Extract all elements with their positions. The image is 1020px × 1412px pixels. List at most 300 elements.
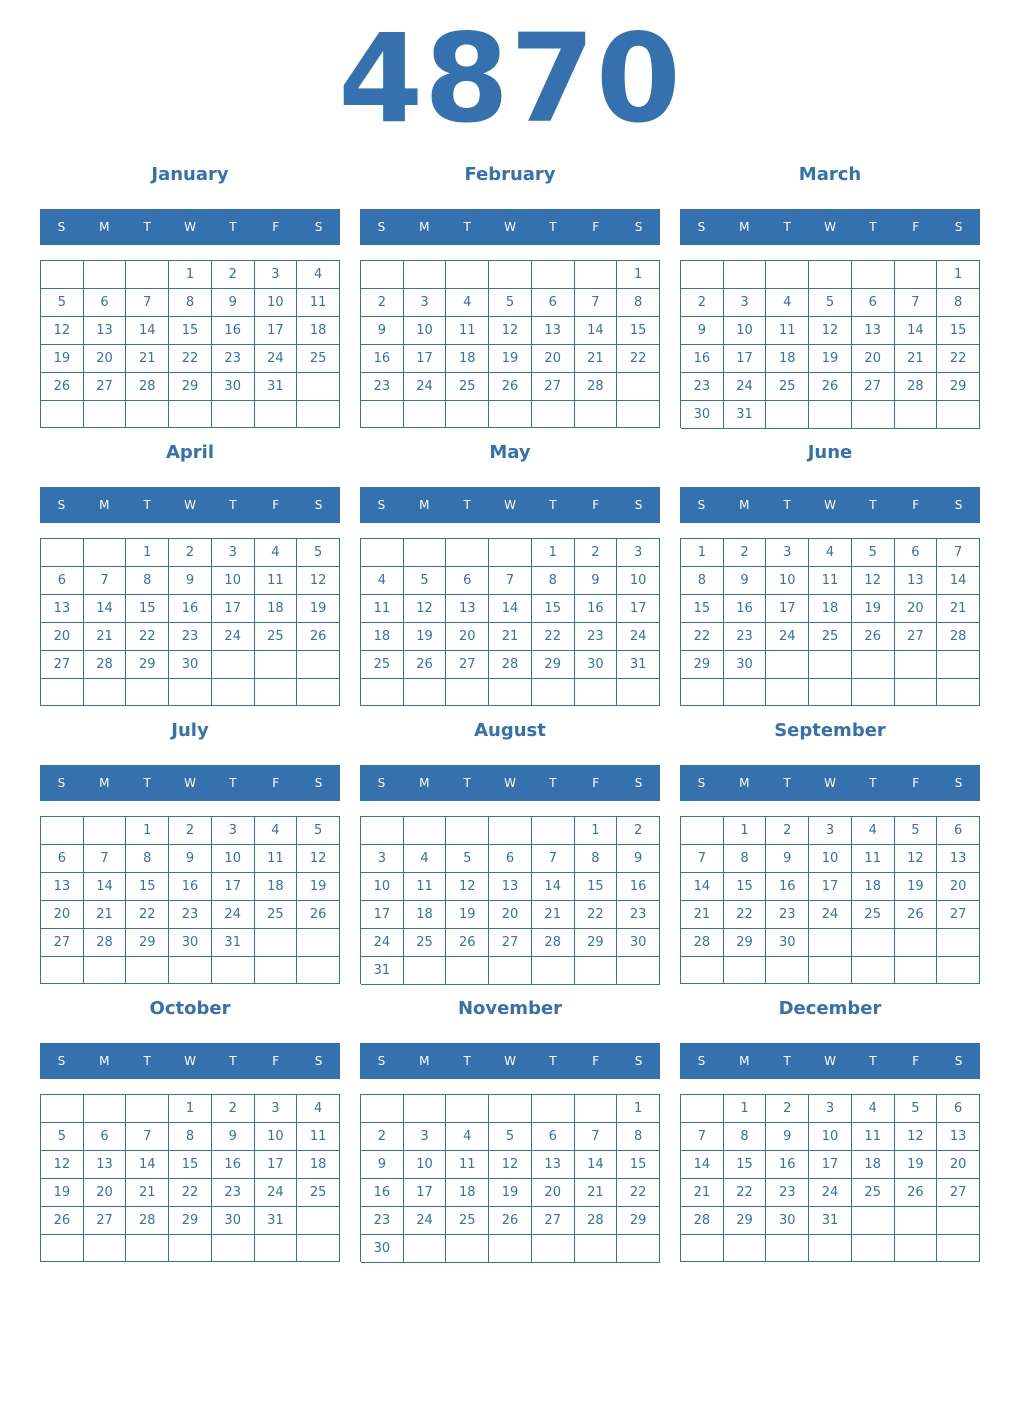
day-cell[interactable]: 27 <box>532 373 575 401</box>
day-cell[interactable]: 3 <box>255 261 298 289</box>
day-cell[interactable]: 19 <box>297 873 340 901</box>
day-cell[interactable]: 17 <box>404 345 447 373</box>
day-cell[interactable]: 1 <box>724 1095 767 1123</box>
day-cell[interactable]: 1 <box>169 261 212 289</box>
day-cell[interactable]: 20 <box>489 901 532 929</box>
day-cell[interactable]: 17 <box>212 873 255 901</box>
day-cell[interactable]: 25 <box>404 929 447 957</box>
day-cell[interactable]: 27 <box>852 373 895 401</box>
day-cell[interactable]: 11 <box>852 845 895 873</box>
day-cell[interactable]: 16 <box>575 595 618 623</box>
day-cell[interactable]: 29 <box>575 929 618 957</box>
day-cell[interactable]: 6 <box>895 539 938 567</box>
day-cell[interactable]: 13 <box>84 317 127 345</box>
day-cell[interactable]: 27 <box>84 373 127 401</box>
day-cell[interactable]: 27 <box>489 929 532 957</box>
day-cell[interactable]: 18 <box>361 623 404 651</box>
day-cell[interactable]: 27 <box>532 1207 575 1235</box>
day-cell[interactable]: 22 <box>617 345 660 373</box>
day-cell[interactable]: 14 <box>126 317 169 345</box>
day-cell[interactable]: 12 <box>404 595 447 623</box>
day-cell[interactable]: 14 <box>681 873 724 901</box>
day-cell[interactable]: 9 <box>766 1123 809 1151</box>
day-cell[interactable]: 3 <box>766 539 809 567</box>
day-cell[interactable]: 11 <box>404 873 447 901</box>
day-cell[interactable]: 18 <box>297 317 340 345</box>
day-cell[interactable]: 1 <box>575 817 618 845</box>
day-cell[interactable]: 5 <box>895 1095 938 1123</box>
day-cell[interactable]: 14 <box>126 1151 169 1179</box>
day-cell[interactable]: 14 <box>532 873 575 901</box>
day-cell[interactable]: 11 <box>446 1151 489 1179</box>
day-cell[interactable]: 15 <box>617 1151 660 1179</box>
day-cell[interactable]: 19 <box>41 345 84 373</box>
day-cell[interactable]: 5 <box>404 567 447 595</box>
day-cell[interactable]: 16 <box>212 317 255 345</box>
day-cell[interactable]: 9 <box>212 1123 255 1151</box>
day-cell[interactable]: 28 <box>895 373 938 401</box>
day-cell[interactable]: 7 <box>126 1123 169 1151</box>
day-cell[interactable]: 26 <box>489 1207 532 1235</box>
day-cell[interactable]: 31 <box>617 651 660 679</box>
day-cell[interactable]: 30 <box>681 401 724 429</box>
day-cell[interactable]: 30 <box>212 1207 255 1235</box>
day-cell[interactable]: 26 <box>404 651 447 679</box>
day-cell[interactable]: 13 <box>532 317 575 345</box>
day-cell[interactable]: 7 <box>575 289 618 317</box>
day-cell[interactable]: 21 <box>681 901 724 929</box>
day-cell[interactable]: 13 <box>532 1151 575 1179</box>
day-cell[interactable]: 29 <box>724 1207 767 1235</box>
day-cell[interactable]: 28 <box>575 1207 618 1235</box>
day-cell[interactable]: 8 <box>724 1123 767 1151</box>
day-cell[interactable]: 7 <box>126 289 169 317</box>
day-cell[interactable]: 2 <box>361 289 404 317</box>
day-cell[interactable]: 22 <box>126 623 169 651</box>
day-cell[interactable]: 24 <box>766 623 809 651</box>
day-cell[interactable]: 30 <box>169 651 212 679</box>
day-cell[interactable]: 27 <box>41 651 84 679</box>
day-cell[interactable]: 29 <box>126 929 169 957</box>
day-cell[interactable]: 4 <box>852 817 895 845</box>
day-cell[interactable]: 6 <box>84 289 127 317</box>
day-cell[interactable]: 16 <box>724 595 767 623</box>
day-cell[interactable]: 20 <box>84 345 127 373</box>
day-cell[interactable]: 19 <box>895 873 938 901</box>
day-cell[interactable]: 12 <box>297 845 340 873</box>
day-cell[interactable]: 1 <box>724 817 767 845</box>
day-cell[interactable]: 20 <box>84 1179 127 1207</box>
day-cell[interactable]: 7 <box>489 567 532 595</box>
day-cell[interactable]: 2 <box>169 539 212 567</box>
day-cell[interactable]: 23 <box>766 901 809 929</box>
day-cell[interactable]: 18 <box>255 595 298 623</box>
day-cell[interactable]: 21 <box>84 623 127 651</box>
day-cell[interactable]: 15 <box>126 873 169 901</box>
day-cell[interactable]: 28 <box>681 929 724 957</box>
day-cell[interactable]: 23 <box>212 1179 255 1207</box>
day-cell[interactable]: 24 <box>212 623 255 651</box>
day-cell[interactable]: 1 <box>617 261 660 289</box>
day-cell[interactable]: 9 <box>617 845 660 873</box>
day-cell[interactable]: 5 <box>489 1123 532 1151</box>
day-cell[interactable]: 4 <box>255 817 298 845</box>
day-cell[interactable]: 2 <box>724 539 767 567</box>
day-cell[interactable]: 2 <box>766 817 809 845</box>
day-cell[interactable]: 1 <box>532 539 575 567</box>
day-cell[interactable]: 22 <box>532 623 575 651</box>
day-cell[interactable]: 15 <box>937 317 980 345</box>
day-cell[interactable]: 16 <box>681 345 724 373</box>
day-cell[interactable]: 28 <box>532 929 575 957</box>
day-cell[interactable]: 10 <box>766 567 809 595</box>
day-cell[interactable]: 31 <box>255 1207 298 1235</box>
day-cell[interactable]: 27 <box>41 929 84 957</box>
day-cell[interactable]: 29 <box>724 929 767 957</box>
day-cell[interactable]: 14 <box>575 317 618 345</box>
day-cell[interactable]: 2 <box>766 1095 809 1123</box>
day-cell[interactable]: 14 <box>489 595 532 623</box>
day-cell[interactable]: 7 <box>895 289 938 317</box>
day-cell[interactable]: 28 <box>937 623 980 651</box>
day-cell[interactable]: 17 <box>212 595 255 623</box>
day-cell[interactable]: 1 <box>681 539 724 567</box>
day-cell[interactable]: 23 <box>724 623 767 651</box>
day-cell[interactable]: 24 <box>255 1179 298 1207</box>
day-cell[interactable]: 7 <box>84 845 127 873</box>
day-cell[interactable]: 25 <box>766 373 809 401</box>
day-cell[interactable]: 31 <box>361 957 404 985</box>
day-cell[interactable]: 21 <box>126 345 169 373</box>
day-cell[interactable]: 18 <box>852 873 895 901</box>
day-cell[interactable]: 5 <box>41 289 84 317</box>
day-cell[interactable]: 21 <box>895 345 938 373</box>
day-cell[interactable]: 28 <box>84 929 127 957</box>
day-cell[interactable]: 12 <box>809 317 852 345</box>
day-cell[interactable]: 26 <box>895 1179 938 1207</box>
day-cell[interactable]: 23 <box>617 901 660 929</box>
day-cell[interactable]: 15 <box>617 317 660 345</box>
day-cell[interactable]: 22 <box>169 345 212 373</box>
day-cell[interactable]: 25 <box>255 623 298 651</box>
day-cell[interactable]: 6 <box>41 567 84 595</box>
day-cell[interactable]: 7 <box>681 1123 724 1151</box>
day-cell[interactable]: 8 <box>937 289 980 317</box>
day-cell[interactable]: 20 <box>937 1151 980 1179</box>
day-cell[interactable]: 11 <box>297 289 340 317</box>
day-cell[interactable]: 7 <box>937 539 980 567</box>
day-cell[interactable]: 11 <box>297 1123 340 1151</box>
day-cell[interactable]: 27 <box>84 1207 127 1235</box>
day-cell[interactable]: 5 <box>41 1123 84 1151</box>
day-cell[interactable]: 4 <box>766 289 809 317</box>
day-cell[interactable]: 30 <box>766 929 809 957</box>
day-cell[interactable]: 4 <box>297 1095 340 1123</box>
day-cell[interactable]: 21 <box>126 1179 169 1207</box>
day-cell[interactable]: 12 <box>895 845 938 873</box>
day-cell[interactable]: 13 <box>937 1123 980 1151</box>
day-cell[interactable]: 8 <box>126 567 169 595</box>
day-cell[interactable]: 2 <box>681 289 724 317</box>
day-cell[interactable]: 20 <box>41 901 84 929</box>
day-cell[interactable]: 1 <box>169 1095 212 1123</box>
day-cell[interactable]: 9 <box>361 1151 404 1179</box>
day-cell[interactable]: 14 <box>575 1151 618 1179</box>
day-cell[interactable]: 18 <box>766 345 809 373</box>
day-cell[interactable]: 21 <box>681 1179 724 1207</box>
day-cell[interactable]: 26 <box>41 373 84 401</box>
day-cell[interactable]: 25 <box>297 345 340 373</box>
day-cell[interactable]: 28 <box>126 373 169 401</box>
day-cell[interactable]: 15 <box>724 1151 767 1179</box>
day-cell[interactable]: 10 <box>809 1123 852 1151</box>
day-cell[interactable]: 28 <box>489 651 532 679</box>
day-cell[interactable]: 25 <box>446 373 489 401</box>
day-cell[interactable]: 21 <box>489 623 532 651</box>
day-cell[interactable]: 3 <box>617 539 660 567</box>
day-cell[interactable]: 23 <box>766 1179 809 1207</box>
day-cell[interactable]: 8 <box>617 289 660 317</box>
day-cell[interactable]: 15 <box>681 595 724 623</box>
day-cell[interactable]: 3 <box>809 817 852 845</box>
day-cell[interactable]: 20 <box>41 623 84 651</box>
day-cell[interactable]: 16 <box>169 595 212 623</box>
day-cell[interactable]: 24 <box>404 373 447 401</box>
day-cell[interactable]: 15 <box>575 873 618 901</box>
day-cell[interactable]: 3 <box>361 845 404 873</box>
day-cell[interactable]: 6 <box>41 845 84 873</box>
day-cell[interactable]: 23 <box>169 623 212 651</box>
day-cell[interactable]: 6 <box>937 817 980 845</box>
day-cell[interactable]: 10 <box>617 567 660 595</box>
day-cell[interactable]: 7 <box>532 845 575 873</box>
day-cell[interactable]: 3 <box>404 289 447 317</box>
day-cell[interactable]: 23 <box>361 1207 404 1235</box>
day-cell[interactable]: 19 <box>41 1179 84 1207</box>
day-cell[interactable]: 21 <box>532 901 575 929</box>
day-cell[interactable]: 11 <box>766 317 809 345</box>
day-cell[interactable]: 5 <box>852 539 895 567</box>
day-cell[interactable]: 25 <box>255 901 298 929</box>
day-cell[interactable]: 10 <box>404 317 447 345</box>
day-cell[interactable]: 22 <box>617 1179 660 1207</box>
day-cell[interactable]: 16 <box>766 1151 809 1179</box>
day-cell[interactable]: 16 <box>169 873 212 901</box>
day-cell[interactable]: 15 <box>169 1151 212 1179</box>
day-cell[interactable]: 10 <box>212 845 255 873</box>
day-cell[interactable]: 12 <box>895 1123 938 1151</box>
day-cell[interactable]: 18 <box>297 1151 340 1179</box>
day-cell[interactable]: 29 <box>169 1207 212 1235</box>
day-cell[interactable]: 12 <box>41 317 84 345</box>
day-cell[interactable]: 3 <box>255 1095 298 1123</box>
day-cell[interactable]: 7 <box>575 1123 618 1151</box>
day-cell[interactable]: 31 <box>255 373 298 401</box>
day-cell[interactable]: 25 <box>852 1179 895 1207</box>
day-cell[interactable]: 2 <box>361 1123 404 1151</box>
day-cell[interactable]: 17 <box>809 1151 852 1179</box>
day-cell[interactable]: 21 <box>575 1179 618 1207</box>
day-cell[interactable]: 26 <box>489 373 532 401</box>
day-cell[interactable]: 23 <box>361 373 404 401</box>
day-cell[interactable]: 30 <box>575 651 618 679</box>
day-cell[interactable]: 6 <box>84 1123 127 1151</box>
day-cell[interactable]: 9 <box>681 317 724 345</box>
day-cell[interactable]: 6 <box>937 1095 980 1123</box>
day-cell[interactable]: 7 <box>84 567 127 595</box>
day-cell[interactable]: 9 <box>169 567 212 595</box>
day-cell[interactable]: 8 <box>169 1123 212 1151</box>
day-cell[interactable]: 7 <box>681 845 724 873</box>
day-cell[interactable]: 15 <box>532 595 575 623</box>
day-cell[interactable]: 27 <box>937 1179 980 1207</box>
day-cell[interactable]: 20 <box>532 1179 575 1207</box>
day-cell[interactable]: 23 <box>681 373 724 401</box>
day-cell[interactable]: 19 <box>489 345 532 373</box>
day-cell[interactable]: 29 <box>617 1207 660 1235</box>
day-cell[interactable]: 8 <box>681 567 724 595</box>
day-cell[interactable]: 14 <box>681 1151 724 1179</box>
day-cell[interactable]: 3 <box>404 1123 447 1151</box>
day-cell[interactable]: 24 <box>724 373 767 401</box>
day-cell[interactable]: 26 <box>297 901 340 929</box>
day-cell[interactable]: 10 <box>212 567 255 595</box>
day-cell[interactable]: 4 <box>361 567 404 595</box>
day-cell[interactable]: 12 <box>446 873 489 901</box>
day-cell[interactable]: 29 <box>937 373 980 401</box>
day-cell[interactable]: 26 <box>852 623 895 651</box>
day-cell[interactable]: 2 <box>212 1095 255 1123</box>
day-cell[interactable]: 13 <box>895 567 938 595</box>
day-cell[interactable]: 2 <box>212 261 255 289</box>
day-cell[interactable]: 13 <box>41 873 84 901</box>
day-cell[interactable]: 1 <box>126 817 169 845</box>
day-cell[interactable]: 13 <box>852 317 895 345</box>
day-cell[interactable]: 11 <box>852 1123 895 1151</box>
day-cell[interactable]: 6 <box>446 567 489 595</box>
day-cell[interactable]: 14 <box>895 317 938 345</box>
day-cell[interactable]: 21 <box>84 901 127 929</box>
day-cell[interactable]: 25 <box>852 901 895 929</box>
day-cell[interactable]: 4 <box>404 845 447 873</box>
day-cell[interactable]: 22 <box>724 1179 767 1207</box>
day-cell[interactable]: 13 <box>489 873 532 901</box>
day-cell[interactable]: 24 <box>404 1207 447 1235</box>
day-cell[interactable]: 5 <box>297 539 340 567</box>
day-cell[interactable]: 25 <box>361 651 404 679</box>
day-cell[interactable]: 26 <box>41 1207 84 1235</box>
day-cell[interactable]: 17 <box>617 595 660 623</box>
day-cell[interactable]: 8 <box>169 289 212 317</box>
day-cell[interactable]: 19 <box>809 345 852 373</box>
day-cell[interactable]: 14 <box>84 873 127 901</box>
day-cell[interactable]: 13 <box>41 595 84 623</box>
day-cell[interactable]: 19 <box>446 901 489 929</box>
day-cell[interactable]: 9 <box>212 289 255 317</box>
day-cell[interactable]: 16 <box>361 345 404 373</box>
day-cell[interactable]: 23 <box>212 345 255 373</box>
day-cell[interactable]: 11 <box>361 595 404 623</box>
day-cell[interactable]: 11 <box>255 845 298 873</box>
day-cell[interactable]: 24 <box>361 929 404 957</box>
day-cell[interactable]: 25 <box>297 1179 340 1207</box>
day-cell[interactable]: 19 <box>297 595 340 623</box>
day-cell[interactable]: 4 <box>446 289 489 317</box>
day-cell[interactable]: 30 <box>169 929 212 957</box>
day-cell[interactable]: 30 <box>361 1235 404 1263</box>
day-cell[interactable]: 9 <box>766 845 809 873</box>
day-cell[interactable]: 19 <box>489 1179 532 1207</box>
day-cell[interactable]: 17 <box>255 1151 298 1179</box>
day-cell[interactable]: 22 <box>126 901 169 929</box>
day-cell[interactable]: 22 <box>169 1179 212 1207</box>
day-cell[interactable]: 17 <box>724 345 767 373</box>
day-cell[interactable]: 2 <box>575 539 618 567</box>
day-cell[interactable]: 3 <box>809 1095 852 1123</box>
day-cell[interactable]: 31 <box>724 401 767 429</box>
day-cell[interactable]: 22 <box>937 345 980 373</box>
day-cell[interactable]: 18 <box>446 1179 489 1207</box>
day-cell[interactable]: 18 <box>404 901 447 929</box>
day-cell[interactable]: 4 <box>297 261 340 289</box>
day-cell[interactable]: 20 <box>532 345 575 373</box>
day-cell[interactable]: 5 <box>489 289 532 317</box>
day-cell[interactable]: 30 <box>766 1207 809 1235</box>
day-cell[interactable]: 30 <box>617 929 660 957</box>
day-cell[interactable]: 8 <box>617 1123 660 1151</box>
day-cell[interactable]: 12 <box>489 1151 532 1179</box>
day-cell[interactable]: 10 <box>809 845 852 873</box>
day-cell[interactable]: 20 <box>895 595 938 623</box>
day-cell[interactable]: 15 <box>724 873 767 901</box>
day-cell[interactable]: 11 <box>255 567 298 595</box>
day-cell[interactable]: 10 <box>404 1151 447 1179</box>
day-cell[interactable]: 15 <box>169 317 212 345</box>
day-cell[interactable]: 17 <box>809 873 852 901</box>
day-cell[interactable]: 31 <box>809 1207 852 1235</box>
day-cell[interactable]: 3 <box>212 817 255 845</box>
day-cell[interactable]: 17 <box>766 595 809 623</box>
day-cell[interactable]: 17 <box>404 1179 447 1207</box>
day-cell[interactable]: 22 <box>575 901 618 929</box>
day-cell[interactable]: 12 <box>41 1151 84 1179</box>
day-cell[interactable]: 14 <box>84 595 127 623</box>
day-cell[interactable]: 22 <box>724 901 767 929</box>
day-cell[interactable]: 29 <box>532 651 575 679</box>
day-cell[interactable]: 20 <box>446 623 489 651</box>
day-cell[interactable]: 3 <box>212 539 255 567</box>
day-cell[interactable]: 9 <box>169 845 212 873</box>
day-cell[interactable]: 1 <box>617 1095 660 1123</box>
day-cell[interactable]: 1 <box>126 539 169 567</box>
day-cell[interactable]: 27 <box>446 651 489 679</box>
day-cell[interactable]: 3 <box>724 289 767 317</box>
day-cell[interactable]: 29 <box>681 651 724 679</box>
day-cell[interactable]: 23 <box>169 901 212 929</box>
day-cell[interactable]: 28 <box>681 1207 724 1235</box>
day-cell[interactable]: 12 <box>489 317 532 345</box>
day-cell[interactable]: 6 <box>489 845 532 873</box>
day-cell[interactable]: 2 <box>169 817 212 845</box>
day-cell[interactable]: 26 <box>446 929 489 957</box>
day-cell[interactable]: 5 <box>446 845 489 873</box>
day-cell[interactable]: 5 <box>809 289 852 317</box>
day-cell[interactable]: 19 <box>852 595 895 623</box>
day-cell[interactable]: 18 <box>809 595 852 623</box>
day-cell[interactable]: 19 <box>895 1151 938 1179</box>
day-cell[interactable]: 5 <box>297 817 340 845</box>
day-cell[interactable]: 13 <box>446 595 489 623</box>
